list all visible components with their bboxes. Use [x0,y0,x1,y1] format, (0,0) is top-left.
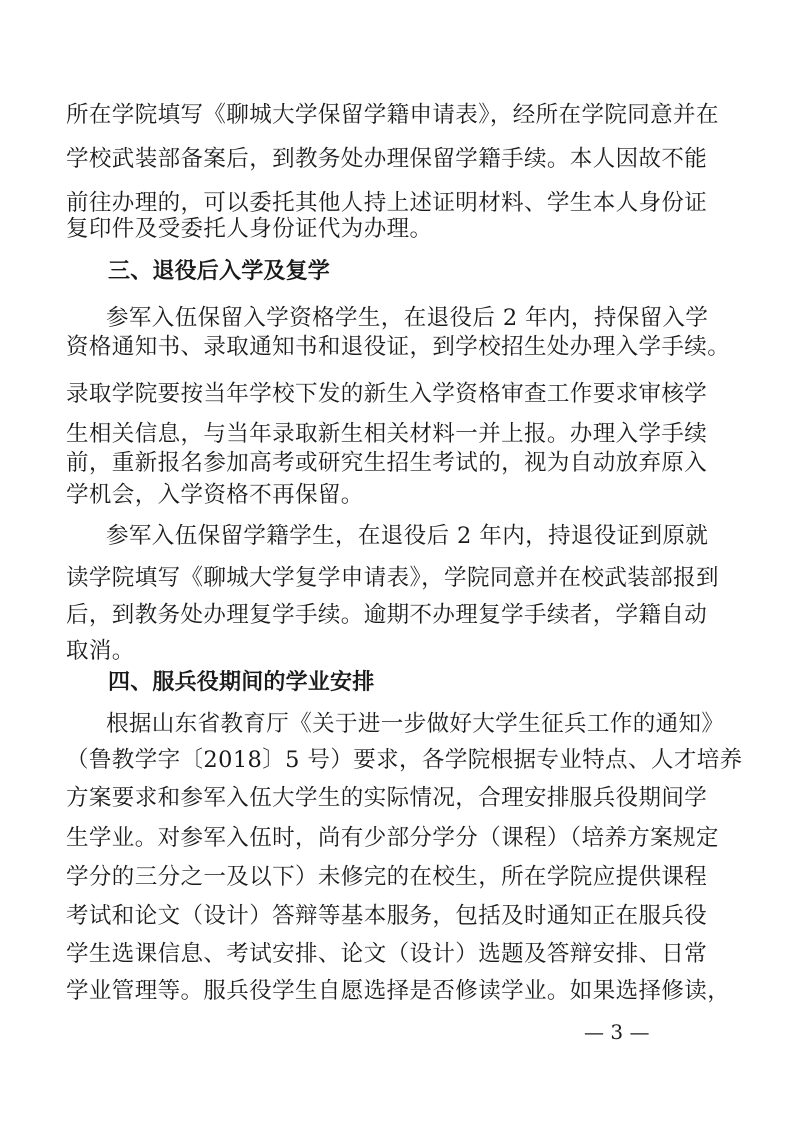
paragraph-line: 复印件及受委托人身份证代为办理。 [66,216,433,242]
paragraph-line: 生学业。对参军入伍时，尚有少部分学分（课程）（培养方案规定 [66,825,719,851]
paragraph-line: （鲁教学字〔2018〕5 号）要求，各学院根据专业特点、人才培养 [66,747,743,773]
paragraph-line: 考试和论文（设计）答辩等基本服务，包括及时通知正在服兵役 [66,903,708,929]
paragraph-line: 资格通知书、录取通知书和退役证，到学校招生处办理入学手续。 [66,334,731,360]
paragraph-line: 方案要求和参军入伍大学生的实际情况，合理安排服兵役期间学 [66,785,708,811]
paragraph-line: 读学院填写《聊城大学复学申请表》，学院同意并在校武装部报到 [66,565,719,591]
paragraph-line: 前往办理的，可以委托其他人持上述证明材料、学生本人身份证 [66,190,708,216]
section-heading: 四、服兵役期间的学业安排 [108,670,375,695]
paragraph-line: 学分的三分之一及以下）未修完的在校生，所在学院应提供课程 [66,864,708,890]
paragraph-line: 学校武装部备案后，到教务处办理保留学籍手续。本人因故不能 [66,146,708,172]
paragraph-line: 学机会，入学资格不再保留。 [66,482,364,508]
paragraph-line: 所在学院填写《聊城大学保留学籍申请表》，经所在学院同意并在 [66,102,719,128]
paragraph-line: 参军入伍保留入学资格学生，在退役后 2 年内，持保留入学 [106,305,709,331]
page-number: — 3 — [584,1020,650,1044]
paragraph-line: 前，重新报名参加高考或研究生招生考试的，视为自动放弃原入 [66,450,708,476]
paragraph-line: 学生选课信息、考试安排、论文（设计）选题及答辩安排、日常 [66,941,708,967]
paragraph-line: 后，到教务处办理复学手续。逾期不办理复学手续者，学籍自动 [66,602,708,628]
paragraph-line: 取消。 [66,638,135,664]
paragraph-line: 录取学院要按当年学校下发的新生入学资格审查工作要求审核学 [66,381,708,407]
paragraph-line: 学业管理等。服兵役学生自愿选择是否修读学业。如果选择修读， [66,978,731,1004]
paragraph-line: 根据山东省教育厅《关于进一步做好大学生征兵工作的通知》 [106,711,725,737]
paragraph-line: 生相关信息，与当年录取新生相关材料一并上报。办理入学手续 [66,421,708,447]
section-heading: 三、退役后入学及复学 [108,259,331,284]
paragraph-line: 参军入伍保留学籍学生，在退役后 2 年内，持退役证到原就 [106,523,709,549]
